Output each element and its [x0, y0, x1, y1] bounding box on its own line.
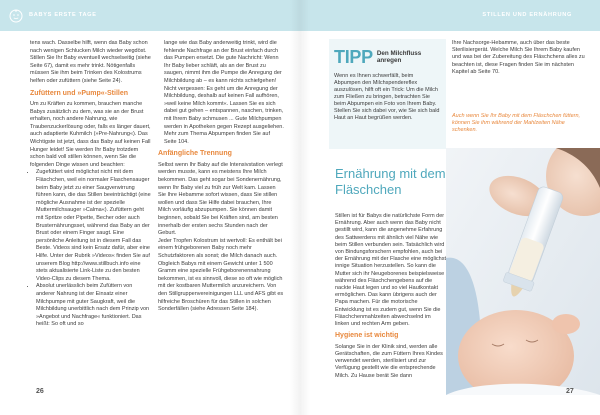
tip-text: Wenn es Ihnen schwerfällt, beim Abpumpen den Milchspendereflex auszulösen, hilft oft ein Trick: Um die Milch zum Fließen zu bringen, betrachten Sie beim Abpumpen ein Foto von Ihrem Baby. Stellen Sie sich dabei vor, wie Sie sich bald Haut an Haut begrüßen werden.: [334, 73, 440, 121]
left-page-column-1: [30, 40, 151, 329]
running-head-left: BABYS ERSTE TAGE: [29, 12, 97, 18]
list-item: • Zugefüttert wird möglichst nicht mit dem Fläschchen, weil ein normaler Flaschensauger beim Baby jetzt zu einer Saugverwirrung führen kann, die das Stillen beeinträchtigt (eine mögliche Ausnahme ist der spezielle Muttermilchsauger »Calma«). Zufüttern geht mit Spritze oder Pipette, Becher oder auch Brusternährungsset, während das Baby an der Brust oder einem Finger saugt. Eine persönliche Anleitung ist in diesem Fall das Beste. Videos sind kein Ersatz dafür, aber eine Hilfe. Unter der Rubrik »Videos« finden Sie auf unserem Blog http://www.stillbuch.info eine stets aktualisierte Link-Liste zu den besten Video-Clips zu diesem Thema.: [36, 169, 151, 283]
list-item: • Absolut unerlässlich beim Zufüttern von anderer Nahrung ist der Einsatz einer Milchpumpe mit guter Saugkraft, weil die Milchbildung unerbittlich nach dem Prinzip von »Angebot und Nachfrage« funktioniert. Das heißt: So oft und so: [36, 283, 151, 329]
left-page-column-2: [158, 40, 284, 314]
paragraph: Solange Sie in der Klinik sind, werden alle Gerätschaften, die zum Füttern Ihres Kindes verwendet werden, sterilisiert und zur Verfügung gestellt wie die entsprechende Milch. Zu Hause berät Sie dann: [335, 343, 443, 379]
tip-box: [329, 39, 446, 149]
page-gutter: [290, 0, 310, 415]
tip-label: TIPP: [334, 47, 373, 67]
right-page-column-2: [452, 40, 588, 76]
running-head-right: STILLEN UND ERNÄHRUNG: [482, 12, 572, 18]
paragraph: Um zu Kräften zu kommen, brauchen manche Babys zusätzlich zu dem, was sie an der Brust erhalten, noch andere Nahrung, wie Traubenzuckerlösung oder, falls es länger dauert, auch adaptierte Kuhmilch (»Pre-Nahrung«). Das Wichtigste ist jetzt, dass das Baby auf keinen Fall Hunger leidet! Sie werden Ihr Baby trotzdem schon bald voll stillen können, wenn Sie die folgenden Dinge wissen und beachten:: [30, 101, 151, 168]
page-number-right: 27: [566, 388, 574, 395]
paragraph: Jeder Tropfen Kolostrum ist wertvoll: Es enthält bei einem frühgeborenen Baby noch mehr Schutzfaktoren als sonst; die Milch danach auch. Obgleich Babys mit einem Gewicht unter 1 500 Gramm eine spezielle Frühgeborenennahrung bekommen, ist es sinnvoll, diese so oft wie möglich mit der kostbaren Muttermilch anzureichern. Von den Stillgruppenvereinigungen LLL und AFS gibt es hilfreiche Broschüren für das Stillen in solchen Sonderfällen (siehe Adressen Seite 184).: [158, 237, 284, 313]
tip-title: Den Milchfluss anregen: [376, 49, 422, 64]
page-number-left: 26: [36, 388, 44, 395]
section-heading: Anfängliche Trennung: [158, 150, 232, 158]
baby-icon: [9, 9, 23, 23]
paragraph: tens wach. Dasselbe hilft, wenn das Baby schon nach wenigen Schlucken Milch wieder wegdöst. Stillen Sie Ihr Baby eventuell wechselseitig (siehe Seite 67), damit es mehr trinkt. Nötigenfalls müssen Sie ihm beim Trinken des Kolostrums helfen oder zufüttern (siehe Seite 24).: [30, 40, 151, 84]
photo-caption: Auch wenn Sie Ihr Baby mit dem Fläschchen füttern, können Sie ihm während der Mahlzeiten Nähe schenken.: [452, 113, 581, 133]
bullet-list: [30, 169, 151, 328]
paragraph: Selbst wenn Ihr Baby auf die Intensivstation verlegt werden musste, kann es meistens Ihre Milch bekommen. Das geht sogar bei Sondenernährung, wenn Ihr Baby viel zu früh zur Welt kam. Lassen Sie Ihre Hebamme sofort wissen, dass Sie stillen wollen und dass Sie Hilfe dabei brauchen, Ihre Milch vorläufig abzupumpen. Sie können damit beginnen, sobald Sie bei Kräften sind, am besten innerhalb der ersten sechs Stunden nach der Geburt.: [158, 161, 283, 237]
section-heading: Zufüttern und »Pump«-Stillen: [30, 89, 128, 97]
tip-header: [334, 45, 441, 69]
section-heading: Hygiene ist wichtig: [335, 332, 399, 340]
list-item-continuation: lange wie das Baby anderweitig trinkt, wird die fehlende Nachfrage an der Brust einfach durch das Pumpen ersetzt. Die gute Nachricht: Wenn Ihr Baby lieber schläft, als an der Brust zu saugen, nimmt ihm die Pumpe die Anregung der Milchbildung ab – es kann nichts schiefgehen! Nicht vergessen: Es geht um die Anregung der Milchbildung, deshalb auf keinen Fall aufhören, »weil keine Milch kommt«. Lassen Sie es sich dabei gut gehen – entspannen, naschen, trinken, mit Ihrem Baby schmusen ... Gute Milchpumpen werden in Apotheken gegen Rezept ausgeliehen. Mehr zum Thema Abpumpen finden Sie auf Seite 104.: [164, 40, 284, 145]
paragraph: Stillen ist für Babys die natürlichste Form der Ernährung. Aber auch wenn das Baby nicht gestillt wird, kann die angenehme Erfahrung des Sattwerdens mit ähnlich viel Nähe wie beim Stillen verbunden sein. Tatsächlich wird von Bindungsforschern empfohlen, auch bei der Ernährung mit der Flasche eine möglichst innige Situation herzustellen. So kann die Mutter sich ihr Neugeborenes beispielsweise während des Fläschchengebens auf die nackte Haut legen und so viel Hautkontakt ermöglichen. Das kann übrigens auch der Papa machen. Für die motorische Entwicklung ist es zudem gut, wenn Sie die Fläschchenmahlzeiten abwechselnd im linken und rechten Arm geben.: [335, 213, 446, 328]
section-title: Ernährung mit dem Fläschchen: [335, 166, 446, 197]
photo-baby-hand: [552, 314, 580, 334]
photo-bottle-feeding: [446, 148, 600, 395]
right-page-column-1: [335, 213, 446, 380]
paragraph: Ihre Nachsorge-Hebamme, auch über das beste Sterilisiergerät. Welche Milch Sie Ihrem Baby kaufen und was bei der Zubereitung des Fläschchens alles zu beachten ist, diese Fragen finden Sie im nächsten Kapitel ab Seite 70.: [452, 40, 585, 75]
